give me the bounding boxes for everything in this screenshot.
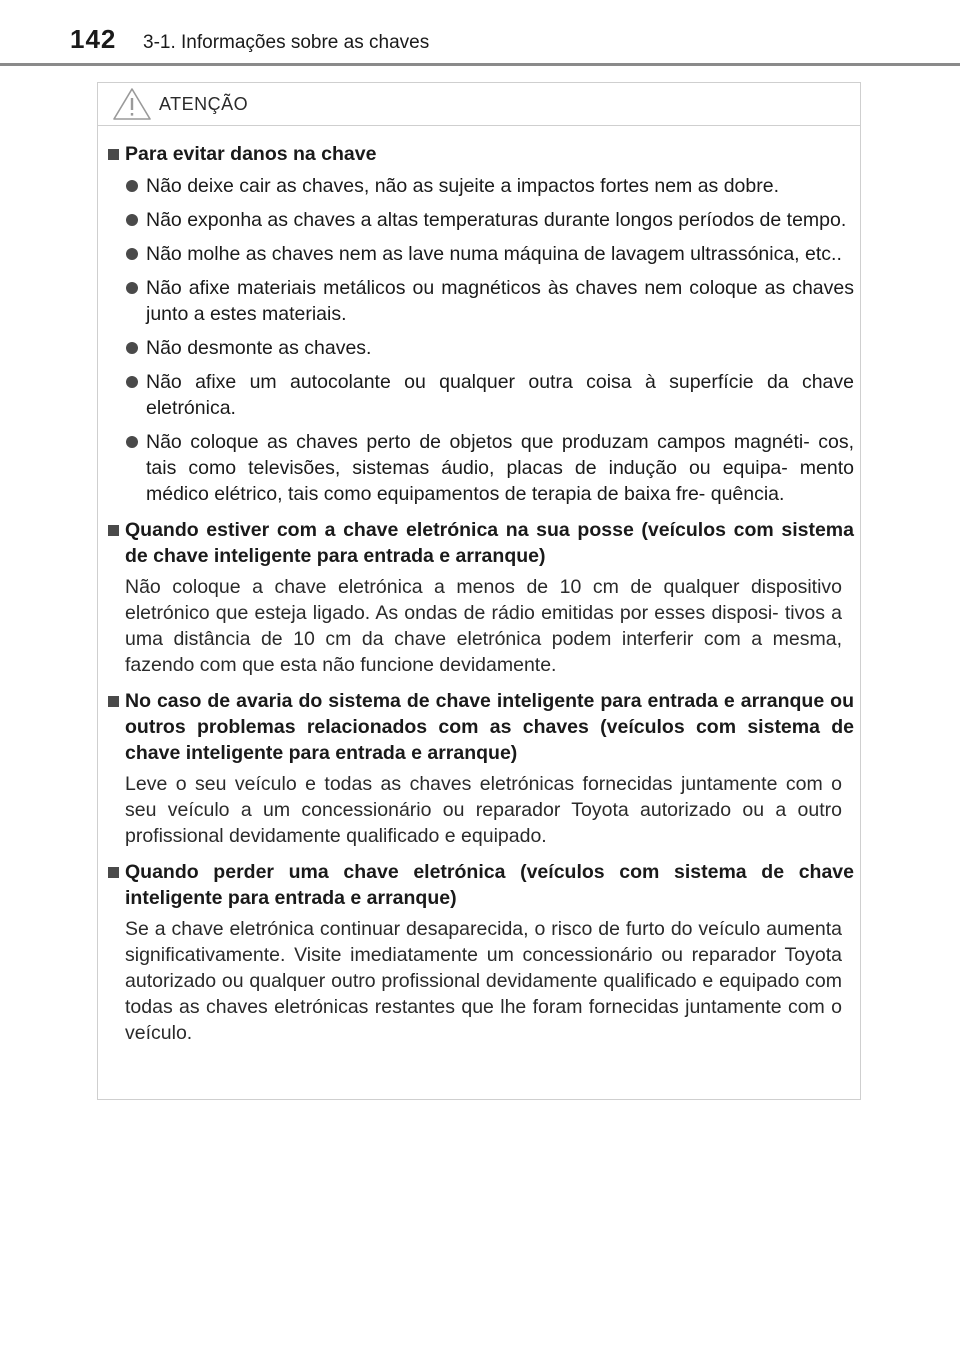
dot-bullet-icon (126, 282, 138, 294)
warning-header (98, 83, 860, 126)
dot-bullet-icon (126, 342, 138, 354)
list-item: Não deixe cair as chaves, não as sujeite a impactos fortes nem as dobre. (108, 173, 854, 199)
section-heading: No caso de avaria do sistema de chave inteligente para entrada e arranque ou outros problemas relacionados com as chaves (veículos com sistema de chave inteligente para entrada e arranque) (108, 688, 854, 766)
section-heading: Quando estiver com a chave eletrónica na sua posse (veículos com sistema de chave inteligente para entrada e arranque) (108, 517, 854, 569)
section-heading: Quando perder uma chave eletrónica (veículos com sistema de chave inteligente para entrada e arranque) (108, 859, 854, 911)
warning-triangle-icon (112, 87, 152, 121)
warning-title: ATENÇÃO (159, 94, 249, 114)
bullet-list (108, 173, 854, 507)
warning-box (97, 82, 861, 1100)
square-bullet-icon (108, 696, 119, 707)
square-bullet-icon (108, 867, 119, 878)
list-item: Não molhe as chaves nem as lave numa máquina de lavagem ultrassónica, etc.. (108, 241, 854, 267)
section-heading: Para evitar danos na chave (108, 141, 854, 167)
section-paragraph: Se a chave eletrónica continuar desaparecida, o risco de furto do veículo aumenta significativamente. Visite imediatamente um concessionário ou reparador Toyota autorizado ou qualquer outro profissional devidamente qualificado e equipado com todas as chaves eletrónicas restantes que lhe foram fornecidas juntamente com o veículo. (125, 918, 842, 1044)
list-item: Não afixe um autocolante ou qualquer outra coisa à superfície da chave eletrónica. (108, 369, 854, 421)
section-system-failure (108, 688, 854, 849)
dot-bullet-icon (126, 214, 138, 226)
section-key-damage (108, 141, 854, 507)
list-item: Não exponha as chaves a altas temperaturas durante longos períodos de tempo. (108, 207, 854, 233)
dot-bullet-icon (126, 248, 138, 260)
list-item: Não desmonte as chaves. (108, 335, 854, 361)
square-bullet-icon (108, 149, 119, 160)
list-item: Não afixe materiais metálicos ou magnéticos às chaves nem coloque as chaves junto a estes materiais. (108, 275, 854, 327)
dot-bullet-icon (126, 376, 138, 388)
section-title: 3-1. Informações sobre as chaves (143, 32, 430, 53)
square-bullet-icon (108, 525, 119, 536)
section-key-in-possession (108, 517, 854, 678)
section-paragraph: Não coloque a chave eletrónica a menos de 10 cm de qualquer dispositivo eletrónico que esteja ligado. As ondas de rádio emitidas por esses disposi- tivos a uma distância de 10 cm da chave eletrónica podem interferir com a mesma, fazendo com que esta não funcione devidamente. (125, 576, 842, 676)
header-rule (0, 63, 960, 66)
section-paragraph: Leve o seu veículo e todas as chaves eletrónicas fornecidas juntamente com o seu veículo a um concessionário ou reparador Toyota autorizado ou a outro profissional devidamente qualificado e equipado. (125, 773, 842, 847)
dot-bullet-icon (126, 180, 138, 192)
warning-content (108, 141, 854, 1056)
section-lost-key (108, 859, 854, 1046)
page-number: 142 (70, 24, 117, 54)
dot-bullet-icon (126, 436, 138, 448)
list-item: Não coloque as chaves perto de objetos que produzam campos magnéti- cos, tais como televisões, sistemas áudio, placas de indução ou equipa- mento médico elétrico, tais como equipamentos de terapia de baixa fre- quência. (108, 429, 854, 507)
page-header (0, 0, 960, 66)
